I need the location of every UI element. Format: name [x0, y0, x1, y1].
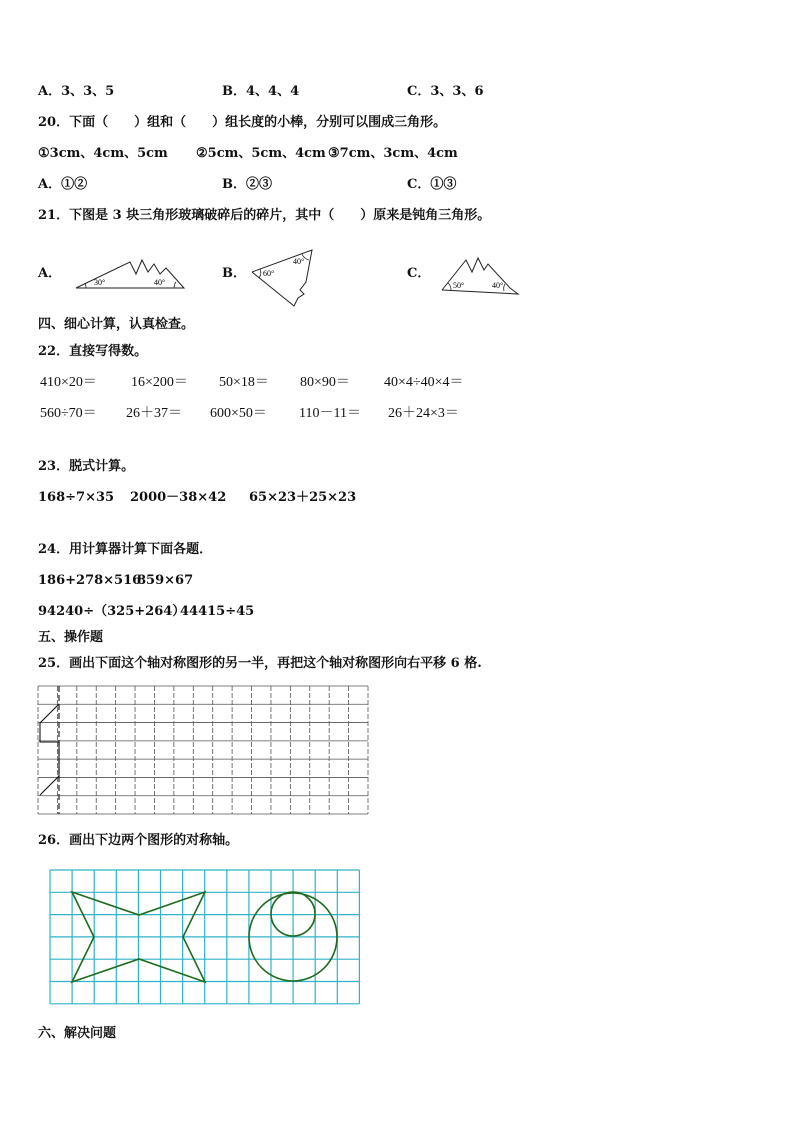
q22-r2-c3: 600×50＝ — [210, 406, 267, 421]
half-shape-upper — [40, 704, 59, 742]
q21-label-b: B． — [222, 266, 246, 281]
fig-b-angle-left: 60° — [263, 269, 275, 278]
q21-label-c: C． — [407, 266, 431, 281]
q25-grid[interactable] — [38, 686, 368, 814]
q22-r1-c4: 80×90＝ — [300, 375, 350, 390]
section-6-title: 六、解决问题 — [38, 1026, 117, 1041]
q25-stem: 25．画出下面这个轴对称图形的另一半，再把这个轴对称图形向右平移 6 格. — [38, 656, 482, 671]
q20-group-2: ②5cm、5cm、4cm — [196, 146, 326, 161]
fig-c-angle-left: 50° — [453, 281, 465, 290]
q19-option-a: A．3、3、5 — [38, 84, 115, 99]
section-4-title: 四、细心计算，认真检查。 — [38, 317, 195, 332]
q20-stem: 20．下面（ ）组和（ ）组长度的小棒，分别可以围成三角形。 — [38, 115, 447, 130]
fig-a-angle-left: 30° — [94, 278, 106, 287]
q24-r1-c1: 186+278×516 — [38, 573, 142, 588]
q22-r1-c5: 40×4÷40×4＝ — [384, 375, 464, 390]
q24-r2-c1: 94240÷（325+264） — [38, 604, 186, 619]
q23-stem: 23．脱式计算。 — [38, 459, 135, 474]
q22-r1-c1: 410×20＝ — [40, 375, 97, 390]
q22-stem: 22．直接写得数。 — [38, 344, 148, 359]
q20-option-c: C．①③ — [407, 177, 457, 192]
q24-r2-c2: 44415÷45 — [180, 604, 255, 619]
section-5-title: 五、操作题 — [38, 630, 104, 645]
q19-option-c: C．3、3、6 — [407, 84, 484, 99]
q19-option-b: B．4、4、4 — [222, 84, 300, 99]
q26-grid[interactable] — [50, 870, 360, 1004]
q20-group-3: ③7cm、3cm、4cm — [328, 146, 458, 161]
q22-r2-c5: 26＋24×3＝ — [388, 406, 459, 421]
q22-r2-c1: 560÷70＝ — [40, 406, 97, 421]
q22-r1-c2: 16×200＝ — [131, 375, 188, 390]
q23-item-2: 2000－38×42 — [130, 490, 227, 505]
fig-b-angle-top: 40° — [293, 257, 305, 266]
q24-stem: 24．用计算器计算下面各题． — [38, 542, 213, 557]
q22-r2-c2: 26＋37＝ — [126, 406, 182, 421]
q24-r1-c2: 859×67 — [137, 573, 194, 588]
q21-stem: 21．下图是 3 块三角形玻璃破碎后的碎片，其中（ ）原来是钝角三角形。 — [38, 208, 491, 223]
q26-stem: 26．画出下边两个图形的对称轴。 — [38, 833, 239, 848]
q20-option-a: A．①② — [38, 177, 88, 192]
fig-a-angle-right: 40° — [154, 278, 166, 287]
q22-r1-c3: 50×18＝ — [219, 375, 269, 390]
q21-figure-b — [246, 246, 316, 310]
q21-figure-a — [70, 252, 190, 296]
q20-group-1: ①3cm、4cm、5cm — [38, 146, 168, 161]
q21-figure-c — [438, 254, 522, 298]
half-shape-lower — [40, 742, 59, 795]
q23-item-3: 65×23＋25×23 — [249, 490, 357, 505]
q22-r2-c4: 110－11＝ — [299, 406, 361, 421]
q23-item-1: 168÷7×35 — [38, 490, 115, 505]
q21-label-a: A． — [38, 266, 62, 281]
q20-option-b: B．②③ — [222, 177, 272, 192]
fig-c-angle-right: 40° — [492, 281, 504, 290]
